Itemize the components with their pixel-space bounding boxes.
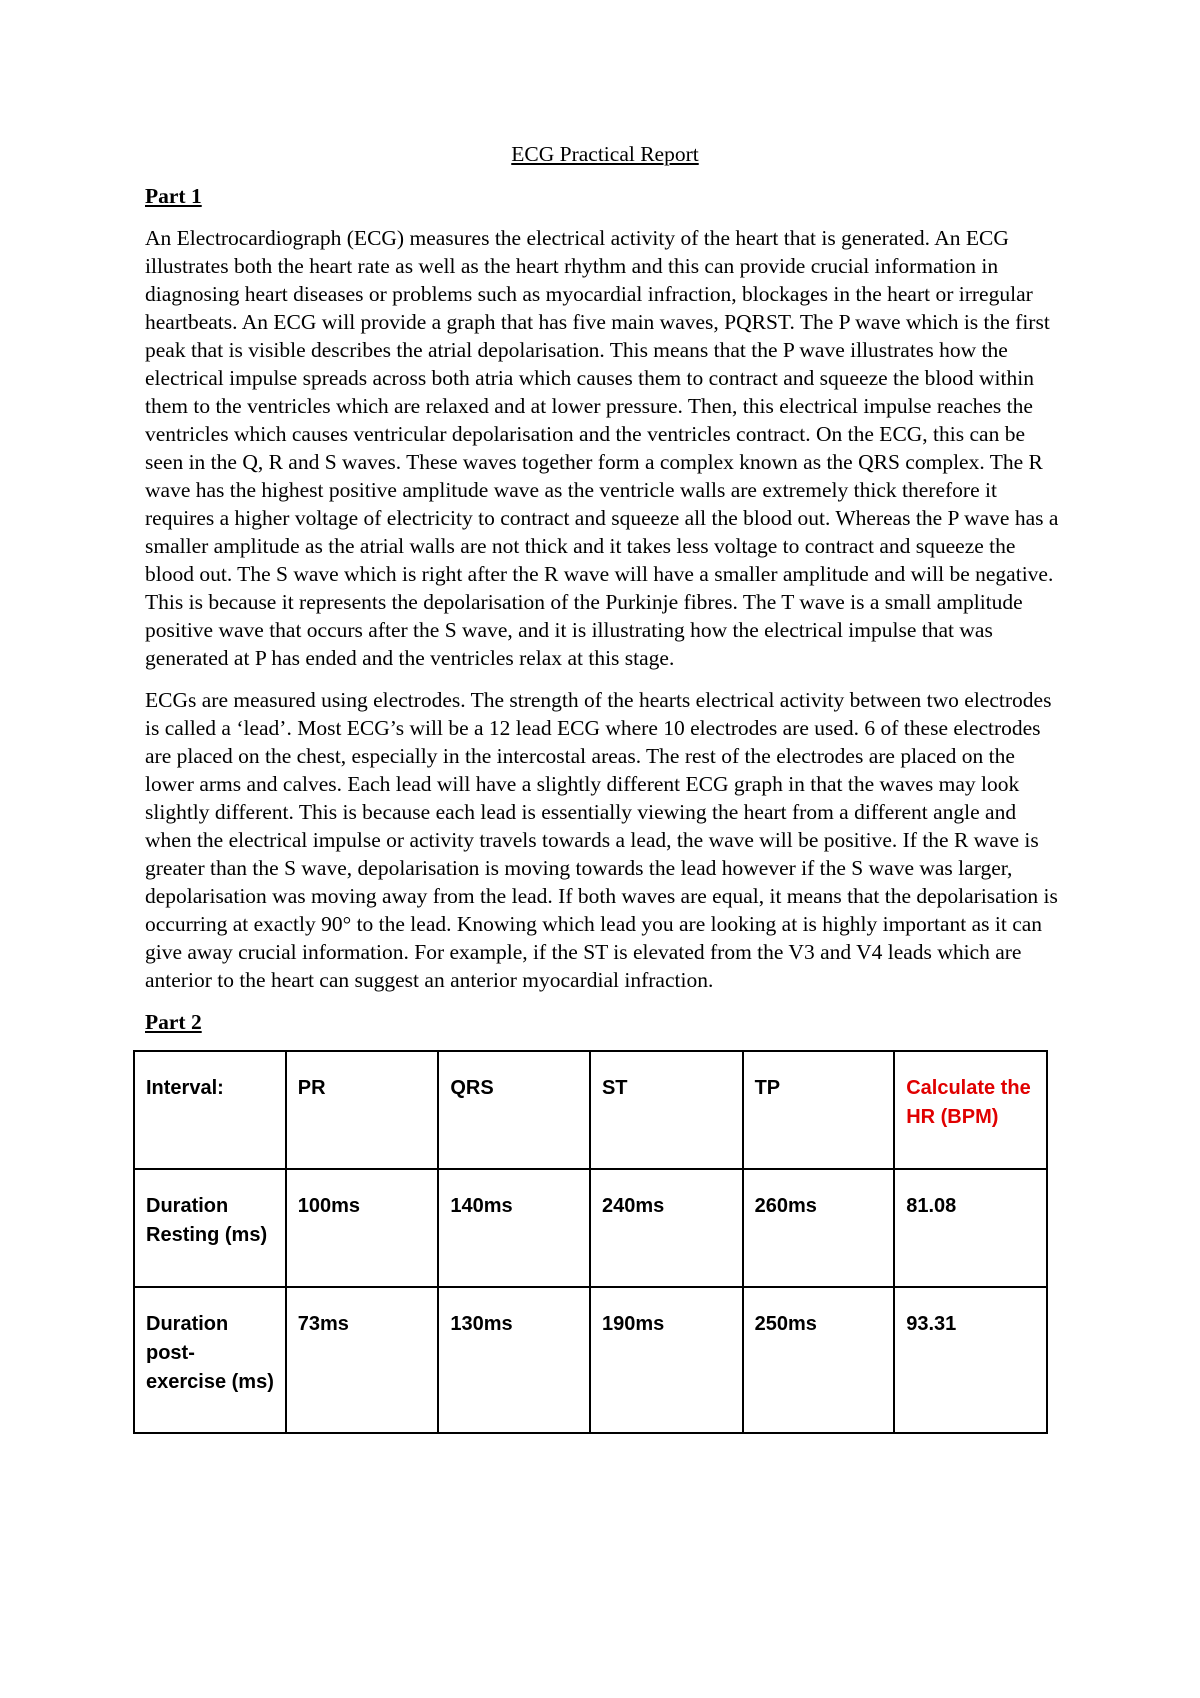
part2-heading: Part 2 [145,1010,202,1034]
hr-calculation-header: Calculate the HR (BPM) [894,1051,1047,1169]
table-cell: 93.31 [894,1287,1047,1433]
table-cell: 73ms [286,1287,439,1433]
table-header-row [134,1051,1047,1169]
table-cell: 240ms [590,1169,743,1287]
table-cell: 190ms [590,1287,743,1433]
table-header-cell: PR [286,1051,439,1169]
table-header-cell: TP [743,1051,895,1169]
table-cell: 140ms [438,1169,590,1287]
table-header-cell: Interval: [134,1051,286,1169]
table-cell: 260ms [743,1169,895,1287]
row-label: Duration Resting (ms) [134,1169,286,1287]
table-cell: 100ms [286,1169,439,1287]
part1-paragraph-2: ECGs are measured using electrodes. The strength of the hearts electrical activity between two electrodes is called a ‘lead’. Most ECG’s will be a 12 lead ECG where 10 electrodes are used. 6 of these electrodes are placed on the chest, especially in the intercostal areas. The rest of the electrodes are placed on the lower arms and calves. Each lead will have a slightly different ECG graph in that the waves may look slightly different. This is because each lead is essentially viewing the heart from a different angle and when the electrical impulse or activity travels towards a lead, the wave will be positive. If the R wave is greater than the S wave, depolarisation is moving towards the lead however if the S wave was larger, depolarisation was moving away from the lead. If both waves are equal, it means that the depolarisation is occurring at exactly 90° to the lead. Knowing which lead you are looking at is highly important as it can give away crucial information. For example, if the ST is elevated from the V3 and V4 leads which are anterior to the heart can suggest an anterior myocardial infraction. [145,688,1058,992]
part1-paragraph-1: An Electrocardiograph (ECG) measures the electrical activity of the heart that is generated. An ECG illustrates both the heart rate as well as the heart rhythm and this can provide crucial information in diagnosing heart diseases or problems such as myocardial infraction, blockages in the heart or irregular heartbeats. An ECG will provide a graph that has five main waves, PQRST. The P wave which is the first peak that is visible describes the atrial depolarisation. This means that the P wave illustrates how the electrical impulse spreads across both atria which causes them to contract and squeeze the blood within them to the ventricles which are relaxed and at lower pressure. Then, this electrical impulse reaches the ventricles which causes ventricular depolarisation and the ventricles contract. On the ECG, this can be seen in the Q, R and S waves. These waves together form a complex known as the QRS complex. The R wave has the highest positive amplitude wave as the ventricle walls are extremely thick therefore it requires a higher voltage of electricity to contract and squeeze all the blood out. Whereas the P wave has a smaller amplitude as the atrial walls are not thick and it takes less voltage to contract and squeeze the blood out. The S wave which is right after the R wave will have a smaller amplitude and will be negative. This is because it represents the depolarisation of the Purkinje fibres. The T wave is a small amplitude positive wave that occurs after the S wave, and it is illustrating how the electrical impulse that was generated at P has ended and the ventricles relax at this stage. [145,226,1059,670]
table-cell: 250ms [743,1287,895,1433]
table-header-cell: QRS [438,1051,590,1169]
table-cell: 130ms [438,1287,590,1433]
document-title: ECG Practical Report [511,142,699,166]
table-cell: 81.08 [894,1169,1047,1287]
ecg-interval-table [133,1050,1048,1434]
part1-heading: Part 1 [145,184,202,208]
document-page [145,140,1065,1393]
table-header-cell: ST [590,1051,743,1169]
table-row [134,1169,1047,1287]
table-row [134,1287,1047,1433]
row-label: Duration post-exercise (ms) [134,1287,286,1433]
